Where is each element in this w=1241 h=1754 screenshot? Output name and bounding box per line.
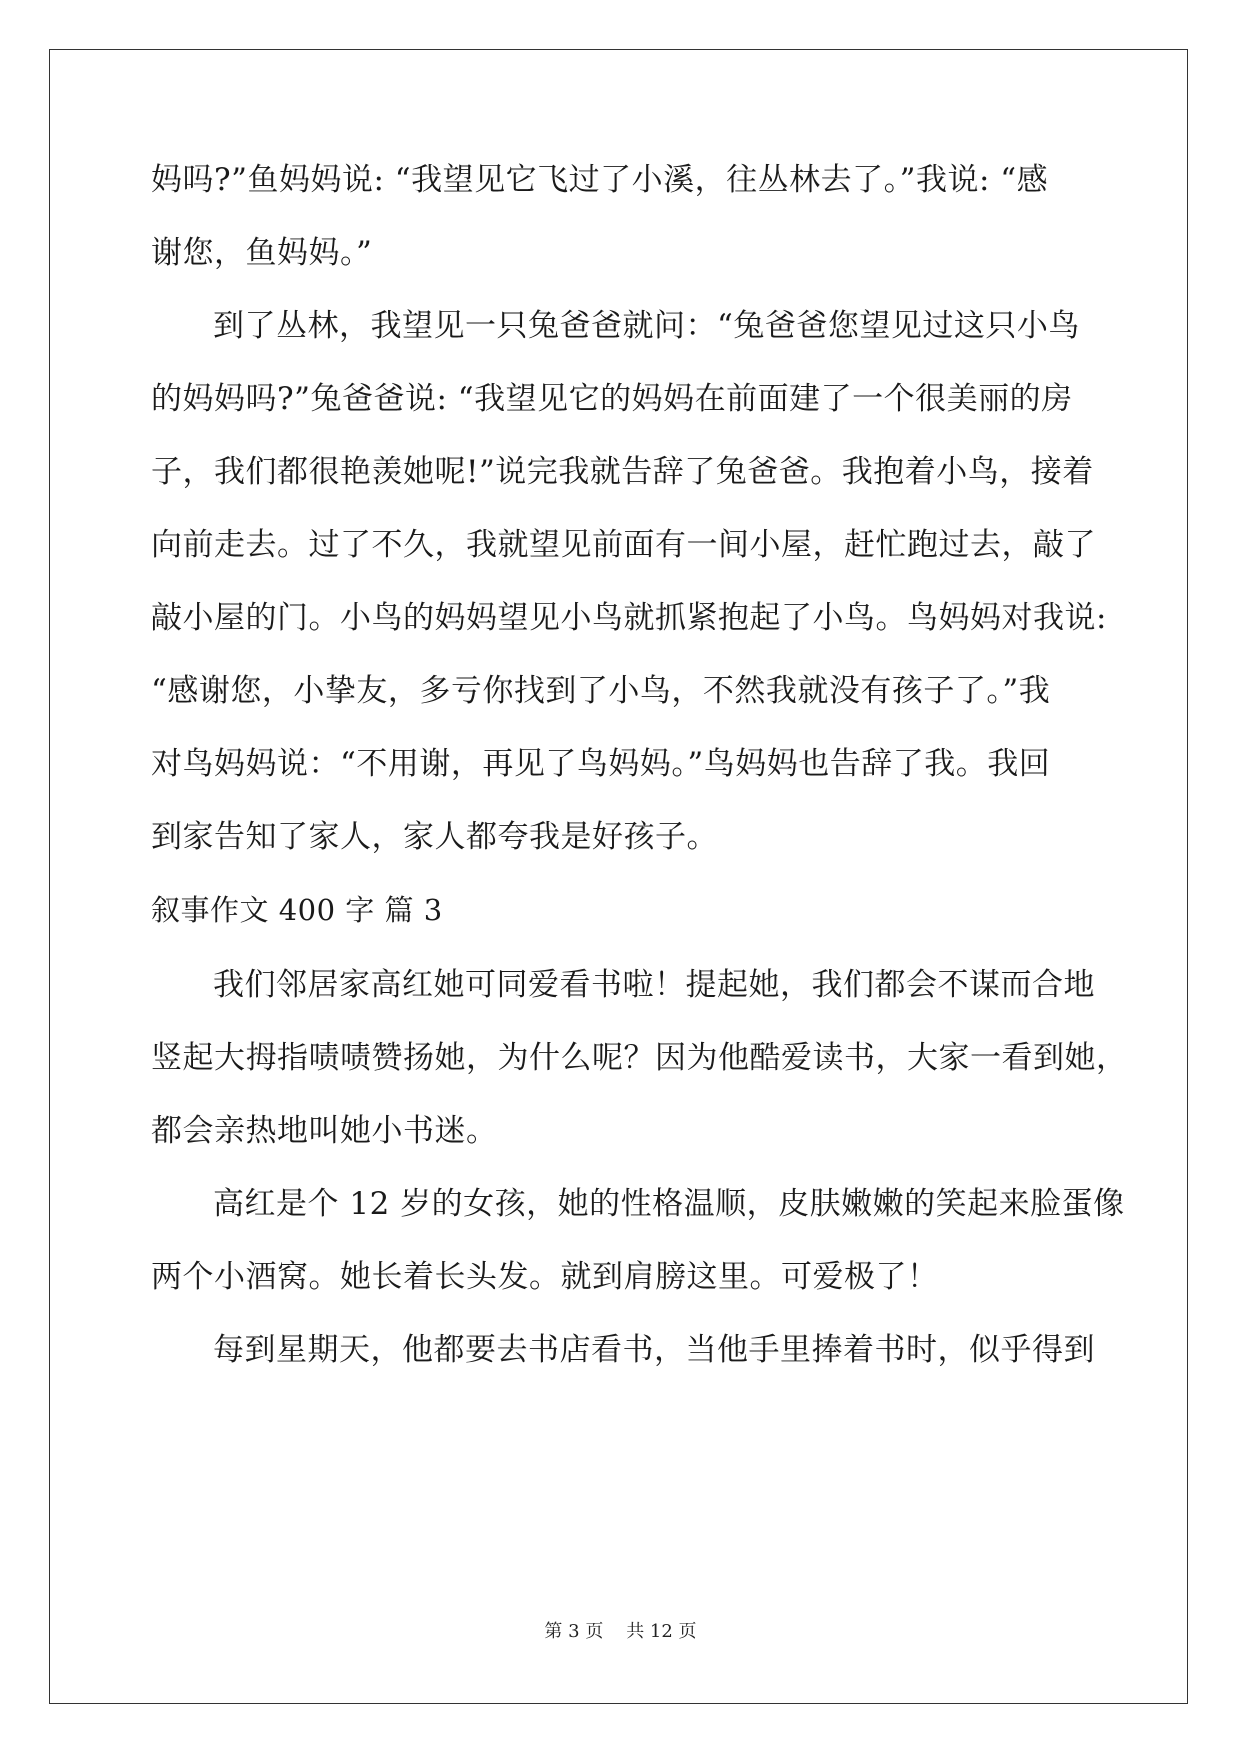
text-line: “感谢您，小挚友，多亏你找到了小鸟，不然我就没有孩子了。”我 <box>151 673 1051 709</box>
text-line: 谢您，鱼妈妈。” <box>151 235 373 271</box>
text-line: 妈吗?”鱼妈妈说: “我望见它飞过了小溪，往丛林去了。”我说: “感 <box>151 162 1049 198</box>
text-line: 到家告知了家人，家人都夸我是好孩子。 <box>151 819 718 855</box>
text-line: 向前走去。过了不久，我就望见前面有一间小屋，赶忙跑过去，敲了 <box>151 527 1096 563</box>
page-number-footer: 第 3 页 共 12 页 <box>544 1621 697 1642</box>
text-line: 子，我们都很艳羡她呢!”说完我就告辞了兔爸爸。我抱着小鸟，接着 <box>151 454 1094 490</box>
text-line: 的妈妈吗?”兔爸爸说: “我望见它的妈妈在前面建了一个很美丽的房 <box>151 381 1073 417</box>
text-line: 两个小酒窝。她长着长头发。就到肩膀这里。可爱极了！ <box>151 1259 939 1295</box>
section-heading: 叙事作文 400 字 篇 3 <box>151 893 443 927</box>
paragraph-line: 到了丛林，我望见一只兔爸爸就问：“兔爸爸您望见过这只小鸟 <box>213 308 1080 344</box>
text-line: 都会亲热地叫她小书迷。 <box>151 1113 498 1149</box>
text-line: 竖起大拇指啧啧赞扬她，为什么呢？因为他酷爱读书，大家一看到她， <box>151 1040 1128 1076</box>
text-line: 对鸟妈妈说：“不用谢，再见了鸟妈妈。”鸟妈妈也告辞了我。我回 <box>151 746 1051 782</box>
page-border <box>49 49 1188 1704</box>
paragraph-line: 高红是个 12 岁的女孩，她的性格温顺，皮肤嫩嫩的笑起来脸蛋像 <box>213 1186 1125 1222</box>
text-line: 敲小屋的门。小鸟的妈妈望见小鸟就抓紧抱起了小鸟。鸟妈妈对我说: <box>151 600 1107 636</box>
paragraph-line: 每到星期天，他都要去书店看书，当他手里捧着书时，似乎得到 <box>213 1332 1095 1368</box>
paragraph-line: 我们邻居家高红她可同爱看书啦！提起她，我们都会不谋而合地 <box>213 967 1095 1003</box>
